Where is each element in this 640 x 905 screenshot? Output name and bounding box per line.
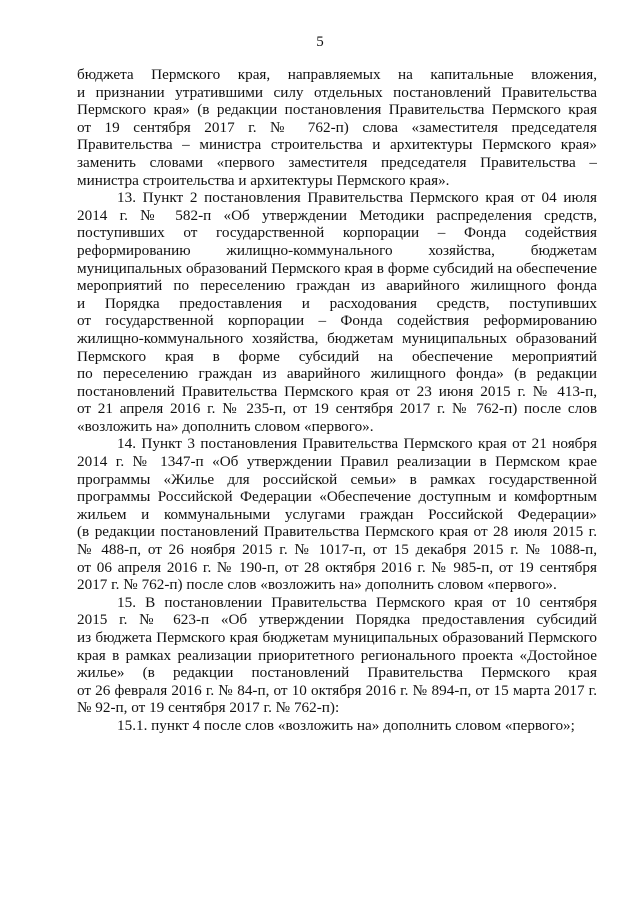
page-number: 5 (316, 34, 324, 50)
text-line: реформированию жилищно-коммунального хозяйства, бюджетам (77, 241, 597, 259)
text-line: от 06 апреля 2016 г. № 190-п, от 28 октября 2016 г. № 985-п, от 19 сентября (77, 558, 597, 576)
text-line: «возложить на» дополнить словом «первого». (77, 417, 374, 435)
text-line: № 488-п, от 26 ноября 2015 г. № 1017-п, от 15 декабря 2015 г. № 1088-п, (77, 541, 597, 559)
text-line: из бюджета Пермского края бюджетам муниципальных образований Пермского (77, 629, 597, 646)
text-line: 2014 г. № 1347-п «Об утверждении Правил реализации в Пермском крае (77, 453, 597, 471)
text-line: 2015 г. № 623-п «Об утверждении Порядка предоставления субсидий (77, 611, 597, 629)
text-line: и признании утратившими силу отдельных постановлений Правительства (77, 83, 597, 101)
text-line: 15. В постановлении Правительства Пермского края от 10 сентября (117, 593, 597, 611)
text-line: от 26 февраля 2016 г. № 84-п, от 10 октября 2016 г. № 894-п, от 15 марта 2017 г. (77, 681, 597, 699)
text-line: бюджета Пермского края, направляемых на капитальные вложения, (77, 66, 597, 83)
text-line: заменить словами «первого заместителя председателя Правительства – (77, 153, 597, 171)
text-line: Правительства – министра строительства и архитектуры Пермского края» (77, 136, 597, 154)
text-line: Пермского края» (в редакции постановления Правительства Пермского края (77, 101, 597, 119)
text-line: программы Российской Федерации «Обеспечение доступным и комфортным (77, 488, 597, 506)
text-line: (в редакции постановлений Правительства Пермского края от 28 июля 2015 г. (77, 523, 597, 541)
text-line: Пермского края в форме субсидий на обеспечение мероприятий (77, 347, 597, 365)
text-line: № 92-п, от 19 сентября 2017 г. № 762-п): (77, 699, 340, 717)
text-line: края в рамках реализации приоритетного регионального проекта «Достойное (77, 646, 597, 664)
text-line: и Порядка предоставления и расходования средств, поступивших (77, 294, 597, 312)
text-line: программы «Жилье для российской семьи» в рамках государственной (77, 470, 597, 488)
text-line: министра строительства и архитектуры Пермского края». (77, 171, 450, 189)
text-line: жилищно-коммунального хозяйства, бюджетам муниципальных образований (77, 329, 597, 347)
text-line: поступивших от государственной корпорации – Фонда содействия (77, 224, 597, 242)
text-line: от 21 апреля 2016 г. № 235-п, от 19 сентября 2017 г. № 762-п) после слов (77, 400, 597, 418)
text-line: 15.1. пункт 4 после слов «возложить на» дополнить словом «первого»; (117, 716, 575, 734)
text-line: постановлений Правительства Пермского края от 23 июня 2015 г. № 413-п, (77, 382, 597, 400)
text-line: 13. Пункт 2 постановления Правительства Пермского края от 04 июля (117, 189, 597, 207)
text-line: жилье» (в редакции постановлений Правительства Пермского края (77, 664, 597, 682)
text-line: мероприятий по переселению граждан из аварийного жилищного фонда (77, 277, 597, 295)
text-line: муниципальных образований Пермского края в форме субсидий на обеспечение (77, 259, 597, 277)
text-line: от государственной корпорации – Фонда содействия реформированию (77, 312, 597, 330)
text-line: 14. Пункт 3 постановления Правительства Пермского края от 21 ноября (117, 435, 597, 453)
text-line: 2017 г. № 762-п) после слов «возложить на» дополнить словом «первого». (77, 576, 557, 594)
text-line: от 19 сентября 2017 г. № 762-п) слова «заместителя председателя (77, 118, 597, 136)
text-line: 2014 г. № 582-п «Об утверждении Методики распределения средств, (77, 206, 597, 224)
text-line: жильем и коммунальными услугами граждан Российской Федерации» (77, 505, 597, 523)
text-line: по переселению граждан из аварийного жилищного фонда» (в редакции (77, 365, 597, 383)
document-body (77, 66, 597, 735)
